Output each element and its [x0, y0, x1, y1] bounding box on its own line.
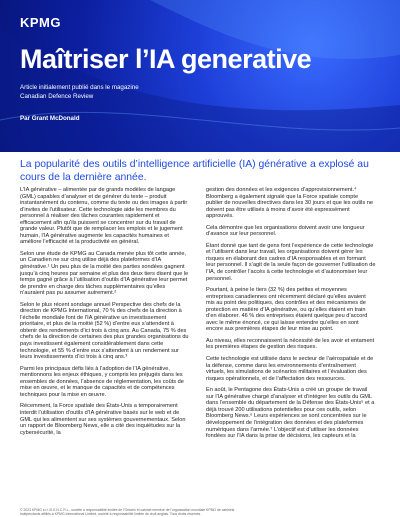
intro-paragraph: La popularité des outils d’intelligence artificielle (IA) générative a explosé au cours de la dernière année. — [20, 159, 369, 184]
body-paragraph: Parmi les principaux défis liés à l’adoption de l’IA générative, mentionnons les enjeux éthiques, y compris les préjugés dans les ensembles de données, l’absence de réglementation, les coûts de mise en œuvre, et le manque de capacités et de compétences techniques pour la mise en œuvre. — [20, 365, 184, 398]
body-paragraph: gestion des données et les exigences d’approvisionnement.⁴ Bloomberg a également signalé que la Force spatiale compte publier de nouvelles directives dans les 30 jours et que les outils ne doivent pas être utilisés à moins d’avoir été expressément approuvés. — [206, 187, 373, 220]
body-paragraph: Cela démontre que les organisations doivent avoir une longueur d’avance sur leur personnel. — [206, 224, 365, 238]
author-byline: Par Grant McDonald — [20, 115, 80, 122]
subtitle-line-1: Article initialement publié dans le magazine — [20, 84, 139, 91]
hero-banner — [0, 0, 400, 152]
body-paragraph: Étant donné que tant de gens font l’expérience de cette technologie et l’utilisent dans leur travail, les organisations doivent gérer les risques en élaborant des cadres d’IA responsables et en formant leur personnel. Il s’agit de la seule façon de gouverner l’utilisation de l’IA, de contrôler l’accès à cette technologie et d’autonomiser leur personnel. — [206, 242, 376, 282]
body-paragraph: Pourtant, à peine le tiers (32 %) des petites et moyennes entreprises canadiennes ont récemment déclaré qu’elles avaient mis au point des politiques, des contrôles et des mécanismes de protection en matière d’IA générative, ou qu’elles étaient en train d’en élaborer. 46 % des entreprises étaient quelque peu d’accord avec le même énoncé, ce qui laisse entendre qu’elles en sont encore aux premières étapes de leur mise au point. — [206, 287, 368, 333]
right-column — [206, 187, 376, 445]
footer-copyright — [20, 508, 385, 516]
body-paragraph: En août, le Pentagone des États-Unis a créé un groupe de travail sur l’IA générative chargé d’analyser et d’intégrer les outils du GML dans l’ensemble du département de la Défense des États-Unis⁵ et a déjà trouvé 200 utilisations potentielles pour ces outils, selon Bloomberg News.⁶ Leurs expériences se sont concentrées sur le développement de l’intégration des données et des plateformes numériques dans l’armée.⁷ L’objectif est d’utiliser les données fondées sur l’IA dans la prise de décisions, les capteurs et la — [206, 387, 375, 440]
footer-line: © 2023 KPMG s.r.l./S.E.N.C.R.L., société à responsabilité limitée de l’Ontario et cabinet membre de l’organisation mondiale KPMG de cabinets — [20, 508, 235, 512]
kpmg-logo: KPMG — [20, 15, 61, 30]
body-paragraph: Selon le plus récent sondage annuel Perspective des chefs de la direction de KPMG International, 70 % des chefs de la direction à l’échelle mondiale font de l’IA générative un investissement prioritaire, et plus de la moitié (52 %) d’entre eux s’attendent à obtenir des rendements d’ici trois à cinq ans. Au Canada, 75 % des chefs de la direction de certaines des plus grandes organisations du pays investissent également considérablement dans cette technologie, et 55 % d’entre eux s’attendent à un rendement sur leurs investissements d’ici trois à cinq ans.³ — [20, 301, 189, 361]
subtitle — [20, 84, 139, 101]
body-paragraph: Cette technologie est utilisée dans le secteur de l’aérospatiale et de la défense, comme dans les environnements d’entraînement virtuels, les simulations de scénarios militaires et l’évaluation des risques opérationnels, et de l’affectation des ressources. — [206, 356, 374, 382]
body-paragraph: Récemment, la Force spatiale des États-Unis a temporairement interdit l’utilisation d’outils d’IA générative basés sur le web et de GML qui les alimentent sur ses systèmes gouvernementaux. Selon un rapport de Bloomberg News, elle a cité des inquiétudes sur la cybersécurité, la — [20, 403, 186, 436]
body-paragraph: Selon une étude de KPMG au Canada menée plus tôt cette année, un Canadien ne sur cinq utilise déjà des plateformes d’IA générative.¹ Un peu plus de la moitié des parties sondées gagnent jusqu’à cinq heures par semaine et plus des deux tiers disent que le temps gagné grâce à l’utilisation d’outils d’IA générative leur permet de prendre en charge des tâches supplémentaires qu’elles n’auraient pas pu assumer autrement.² — [20, 250, 189, 297]
body-paragraph: Au niveau, elles reconnaissent la nécessité de les avoir et entament les premières étapes de gestion des risques. — [206, 337, 375, 351]
footer-line: indépendants affiliés à KPMG International Limited, société à responsabilité limitée de droit anglais. Tous droits réservés. — [20, 512, 202, 516]
body-paragraph: L’IA générative – alimentée par de grands modèles de langage (GML) capables d’analyser et de générer du texte – produit instantanément du contenu, comme du texte ou des images à partir d’invites de l’utilisateur. Cette technologie aide les membres du personnel à réaliser des tâches courantes rapidement et efficacement afin qu’ils puissent se concentrer sur du travail de grande valeur. Plutôt que de remplacer les emplois et le jugement humain, l’IA générative augmente les capacités humaines et améliore l’efficacité et la productivité en général. — [20, 187, 188, 246]
left-column — [20, 187, 190, 441]
subtitle-line-2: Canadian Defence Review — [20, 92, 94, 100]
page-title: Maîtriser l’IA generative — [20, 44, 312, 74]
